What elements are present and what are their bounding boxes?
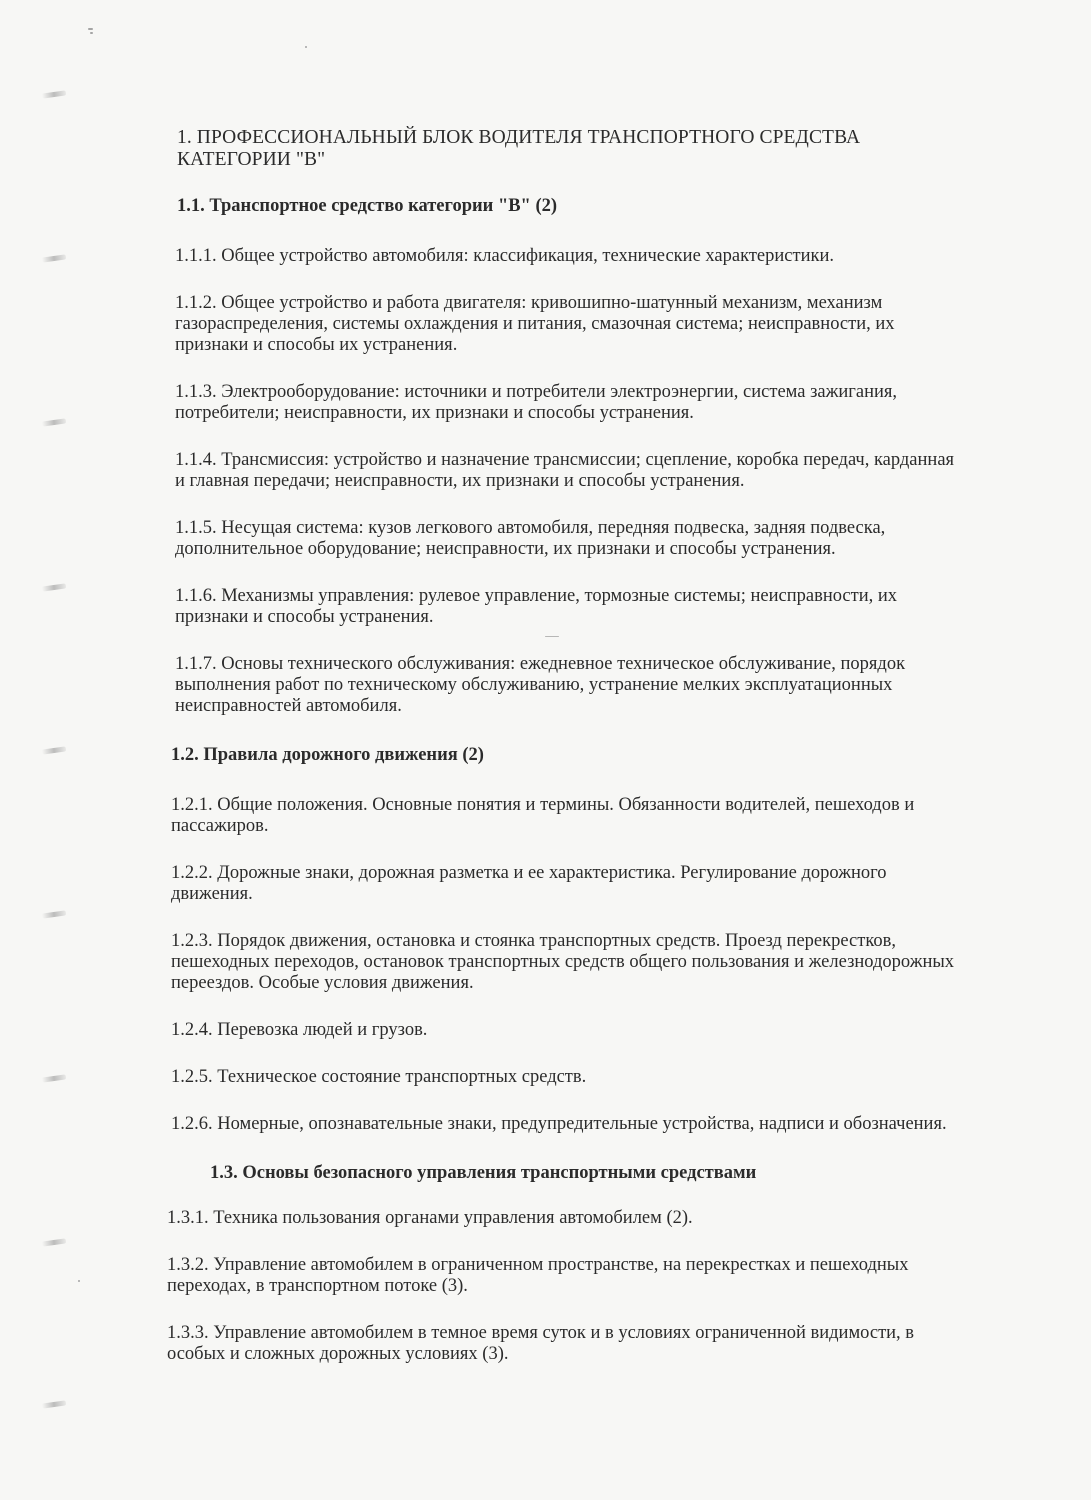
scan-speck (78, 1280, 80, 1282)
list-item: 1.2.3. Порядок движения, остановка и стоянка транспортных средств. Проезд перекрестков, пешеходных переходов, остановок транспортных средств общего пользования и железнодорожных переездов. Особые условия движения. (171, 931, 955, 993)
list-item: 1.3.3. Управление автомобилем в темное время суток и в условиях ограниченной видимости, в особых и сложных дорожных условиях (3). (167, 1323, 915, 1364)
list-item: 1.3.1. Техника пользования органами управления автомобилем (2). (167, 1208, 693, 1228)
punch-mark (42, 90, 66, 98)
section-heading: 1.2. Правила дорожного движения (2) (171, 745, 484, 765)
list-item: 1.2.4. Перевозка людей и грузов. (171, 1020, 428, 1040)
section-1-3 (165, 1163, 965, 1365)
list-item: 1.1.7. Основы технического обслуживания: ежедневное техническое обслуживание, порядок выполнения работ по техническому обслуживанию, устранение мелких эксплуатационных неисправностей автомобиля. (175, 654, 906, 716)
section-heading: 1.1. Транспортное средство категории "В" (2) (177, 196, 558, 216)
section-1-2 (165, 745, 965, 1135)
punch-mark (42, 1400, 66, 1408)
scan-speck (305, 46, 307, 48)
list-item: 1.2.5. Техническое состояние транспортных средств. (171, 1067, 587, 1087)
scan-speck (88, 28, 93, 30)
punch-mark (42, 746, 66, 754)
list-item: 1.2.2. Дорожные знаки, дорожная разметка и ее характеристика. Регулирование дорожного движения. (171, 863, 887, 904)
list-item: 1.1.4. Трансмиссия: устройство и назначение трансмиссии; сцепление, коробка передач, карданная и главная передачи; неисправности, их признаки и способы устранения. (175, 450, 955, 491)
list-item: 1.2.6. Номерные, опознавательные знаки, предупредительные устройства, надписи и обозначения. (171, 1114, 947, 1134)
list-item: 1.1.5. Несущая система: кузов легкового автомобиля, передняя подвеска, задняя подвеска, дополнительное оборудование; неисправности, их признаки и способы устранения. (175, 518, 886, 559)
list-item: 1.3.2. Управление автомобилем в ограниченном пространстве, на перекрестках и пешеходных переходах, в транспортном потоке (3). (167, 1255, 909, 1296)
list-item: 1.2.1. Общие положения. Основные понятия и термины. Обязанности водителей, пешеходов и пассажиров. (171, 795, 915, 836)
document-body (165, 127, 965, 1365)
punch-mark (42, 583, 66, 591)
list-item: 1.1.1. Общее устройство автомобиля: классификация, технические характеристики. (175, 246, 834, 266)
list-item: 1.1.2. Общее устройство и работа двигателя: кривошипно-шатунный механизм, механизм газораспределения, системы охлаждения и питания, смазочная система; неисправности, их признаки и способы их устранения. (175, 293, 895, 355)
punch-mark (42, 1238, 66, 1246)
punch-mark (42, 1074, 66, 1082)
list-item: 1.1.3. Электрооборудование: источники и потребители электроэнергии, система зажигания, потребители; неисправности, их признаки и способы устранения. (175, 382, 898, 423)
document-title: 1. ПРОФЕССИОНАЛЬНЫЙ БЛОК ВОДИТЕЛЯ ТРАНСПОРТНОГО СРЕДСТВА КАТЕГОРИИ "В" (177, 127, 861, 170)
punch-mark (42, 254, 66, 262)
list-item: 1.1.6. Механизмы управления: рулевое управление, тормозные системы; неисправности, их признаки и способы устранения. (175, 586, 898, 627)
punch-mark (42, 910, 66, 918)
scan-speck (90, 32, 93, 34)
section-heading: 1.3. Основы безопасного управления транспортными средствами (210, 1163, 757, 1183)
section-1-1 (165, 196, 965, 717)
punch-mark (42, 418, 66, 426)
